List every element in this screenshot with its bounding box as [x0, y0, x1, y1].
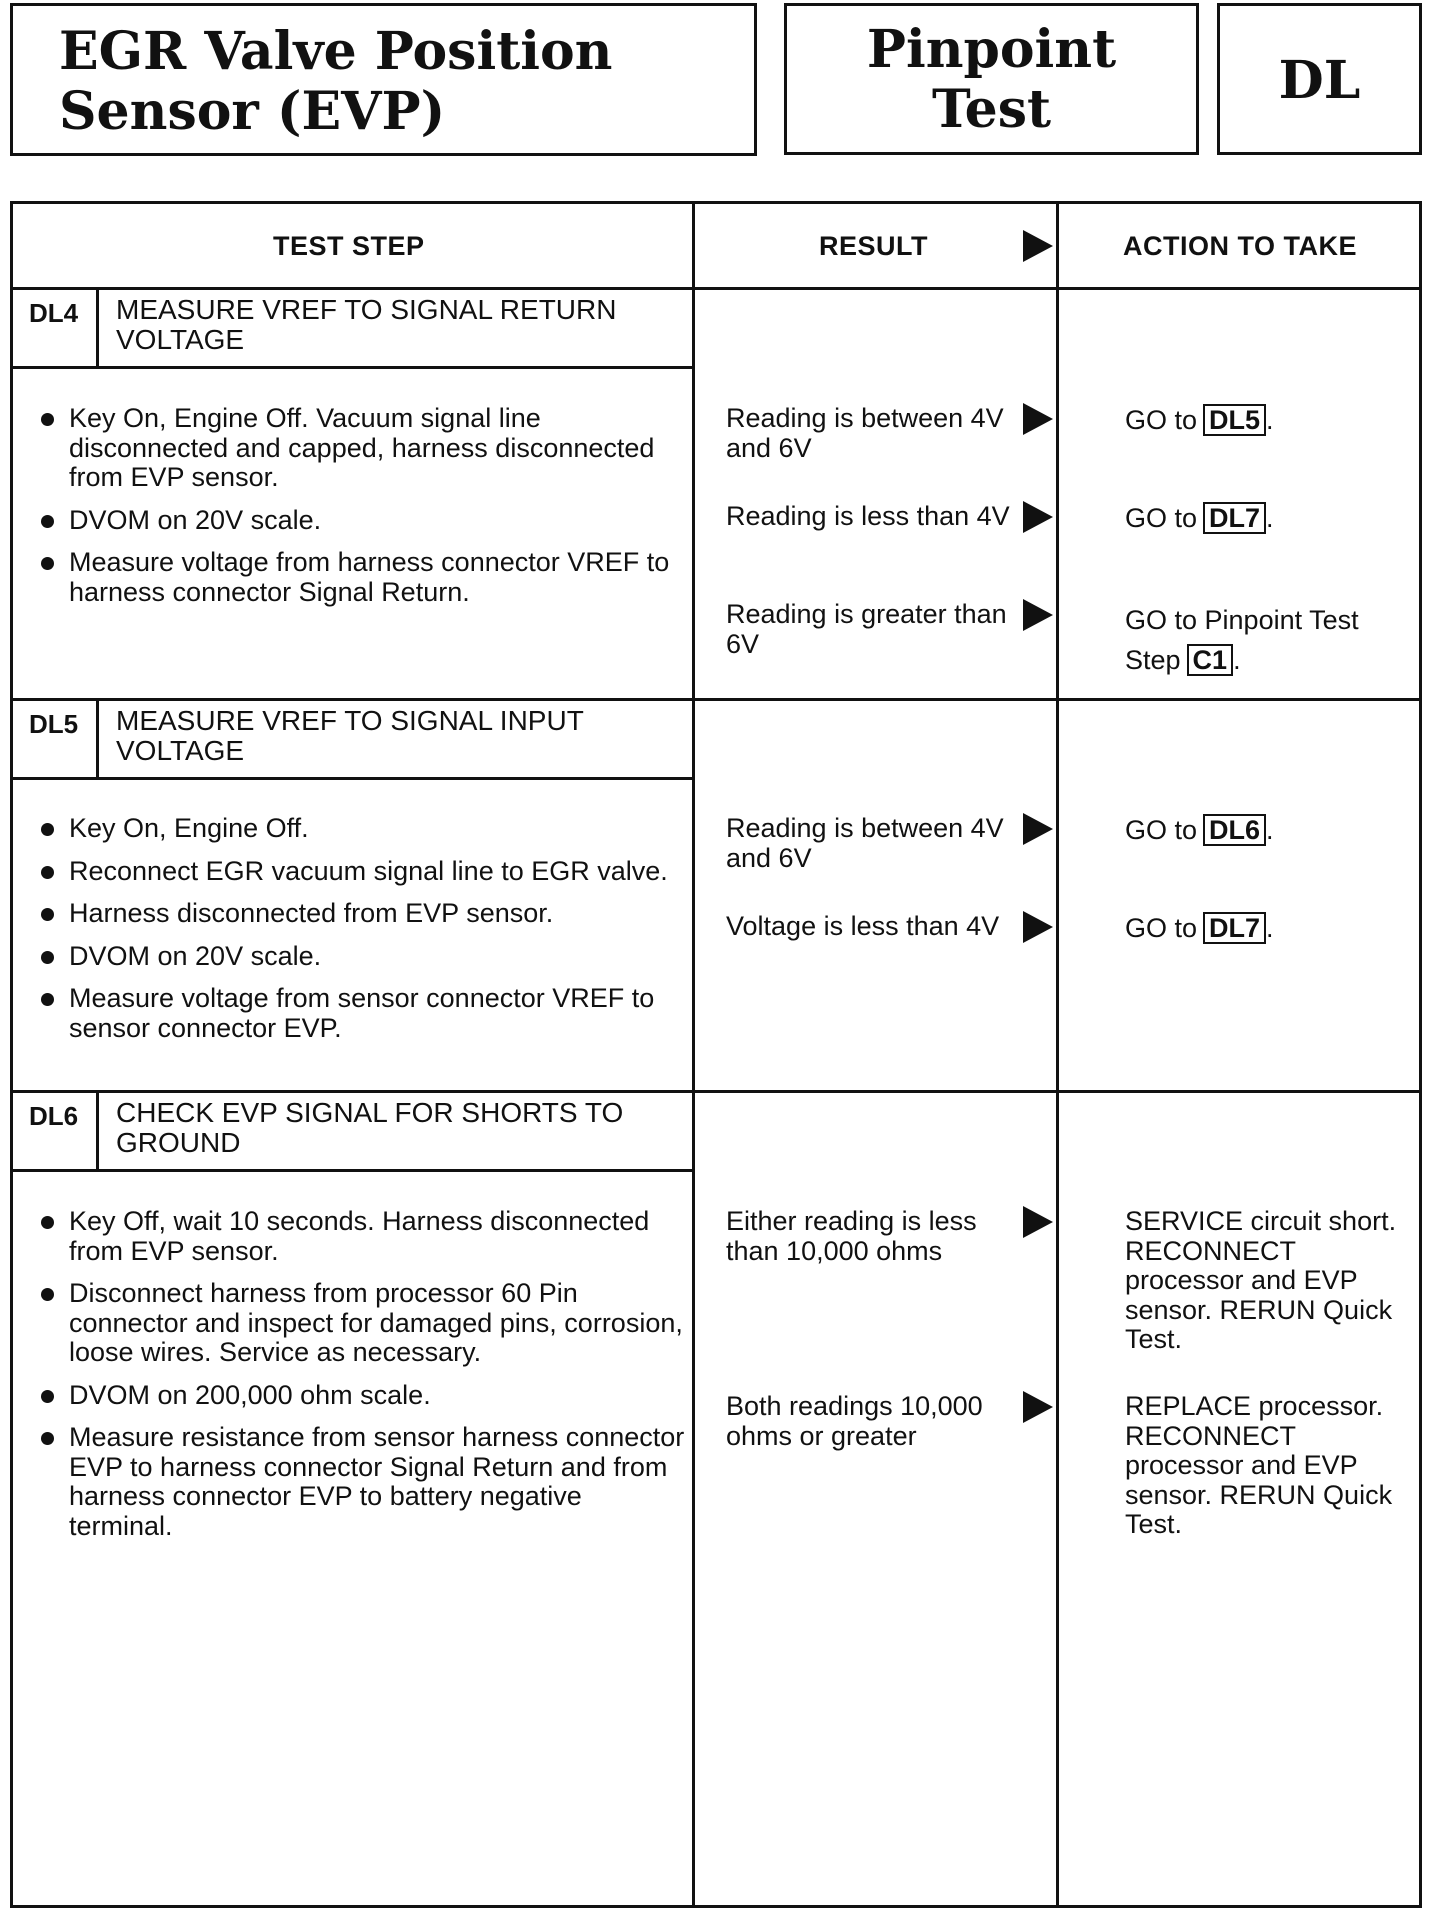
instruction-item: DVOM on 20V scale. [37, 942, 685, 972]
test-table [10, 201, 1422, 1908]
instruction-item: Disconnect harness from processor 60 Pin connector and inspect for damaged pins, corrosion, loose wires. Service as necessary. [37, 1279, 685, 1368]
result-arrow-icon [1023, 813, 1053, 845]
step-id: DL6 [13, 1093, 99, 1169]
step-header [13, 701, 695, 780]
test-code: DL [1278, 50, 1361, 111]
step-ref-link[interactable]: DL7 [1203, 912, 1266, 944]
instruction-item: Key On, Engine Off. [37, 814, 685, 844]
column-header-test-step: TEST STEP [273, 231, 425, 261]
result-arrow-icon [1023, 230, 1053, 262]
step-title: CHECK EVP SIGNAL FOR SHORTS TO GROUND [116, 1097, 624, 1158]
page-title: EGR Valve Position Sensor (EVP) [59, 21, 613, 142]
result-arrow-icon [1023, 1391, 1053, 1423]
result-text: Reading is between 4V and 6V [726, 813, 1004, 873]
step-header [13, 290, 695, 369]
step-instructions [37, 404, 685, 620]
result-text: Reading is between 4V and 6V [726, 403, 1004, 463]
action-text: GO to DL5 . [1125, 405, 1274, 435]
instruction-item: Key Off, wait 10 seconds. Harness disconnected from EVP sensor. [37, 1207, 685, 1266]
step-header [13, 1093, 695, 1172]
step-id: DL5 [13, 701, 99, 777]
column-header-result: RESULT [819, 231, 928, 261]
action-text: SERVICE circuit short. RECONNECT processor and EVP sensor. RERUN Quick Test. [1125, 1206, 1397, 1354]
step-title: MEASURE VREF TO SIGNAL RETURN VOLTAGE [116, 294, 617, 355]
step-instructions [37, 1207, 685, 1554]
step-ref-link[interactable]: DL7 [1203, 502, 1266, 534]
column-divider [692, 204, 695, 1905]
result-text: Reading is less than 4V [726, 501, 1010, 531]
result-text: Voltage is less than 4V [726, 911, 1000, 941]
result-arrow-icon [1023, 403, 1053, 435]
result-arrow-icon [1023, 911, 1053, 943]
instruction-item: Key On, Engine Off. Vacuum signal line disconnected and capped, harness disconnected from EVP sensor. [37, 404, 685, 493]
test-type-label: Pinpoint Test [866, 19, 1117, 140]
result-text: Both readings 10,000 ohms or greater [726, 1391, 983, 1451]
instruction-item: DVOM on 200,000 ohm scale. [37, 1381, 685, 1411]
result-text: Either reading is less than 10,000 ohms [726, 1206, 977, 1266]
instruction-item: Measure voltage from harness connector VREF to harness connector Signal Return. [37, 548, 685, 607]
result-text: Reading is greater than 6V [726, 599, 1007, 659]
action-text: GO to DL7 . [1125, 913, 1274, 943]
action-text: GO to DL7 . [1125, 503, 1274, 533]
action-text: GO to Pinpoint Test Step C1 . [1125, 605, 1359, 675]
instruction-item: Measure resistance from sensor harness connector EVP to harness connector Signal Return and from harness connector EVP to battery negative terminal. [37, 1423, 685, 1541]
step-ref-link[interactable]: C1 [1187, 644, 1234, 676]
action-text: REPLACE processor. RECONNECT processor and EVP sensor. RERUN Quick Test. [1125, 1391, 1393, 1539]
action-text: GO to DL6 . [1125, 815, 1274, 845]
column-divider [1056, 204, 1059, 1905]
result-arrow-icon [1023, 501, 1053, 533]
step-instructions [37, 814, 685, 1056]
step-ref-link[interactable]: DL6 [1203, 814, 1266, 846]
test-code-box [1217, 3, 1422, 155]
title-box [10, 3, 757, 156]
step-ref-link[interactable]: DL5 [1203, 404, 1266, 436]
step-title: MEASURE VREF TO SIGNAL INPUT VOLTAGE [116, 705, 584, 766]
result-arrow-icon [1023, 599, 1053, 631]
instruction-item: DVOM on 20V scale. [37, 506, 685, 536]
column-header-action: ACTION TO TAKE [1123, 231, 1357, 261]
test-type-box [784, 3, 1199, 155]
instruction-item: Reconnect EGR vacuum signal line to EGR valve. [37, 857, 685, 887]
result-arrow-icon [1023, 1206, 1053, 1238]
step-id: DL4 [13, 290, 99, 366]
instruction-item: Harness disconnected from EVP sensor. [37, 899, 685, 929]
instruction-item: Measure voltage from sensor connector VREF to sensor connector EVP. [37, 984, 685, 1043]
